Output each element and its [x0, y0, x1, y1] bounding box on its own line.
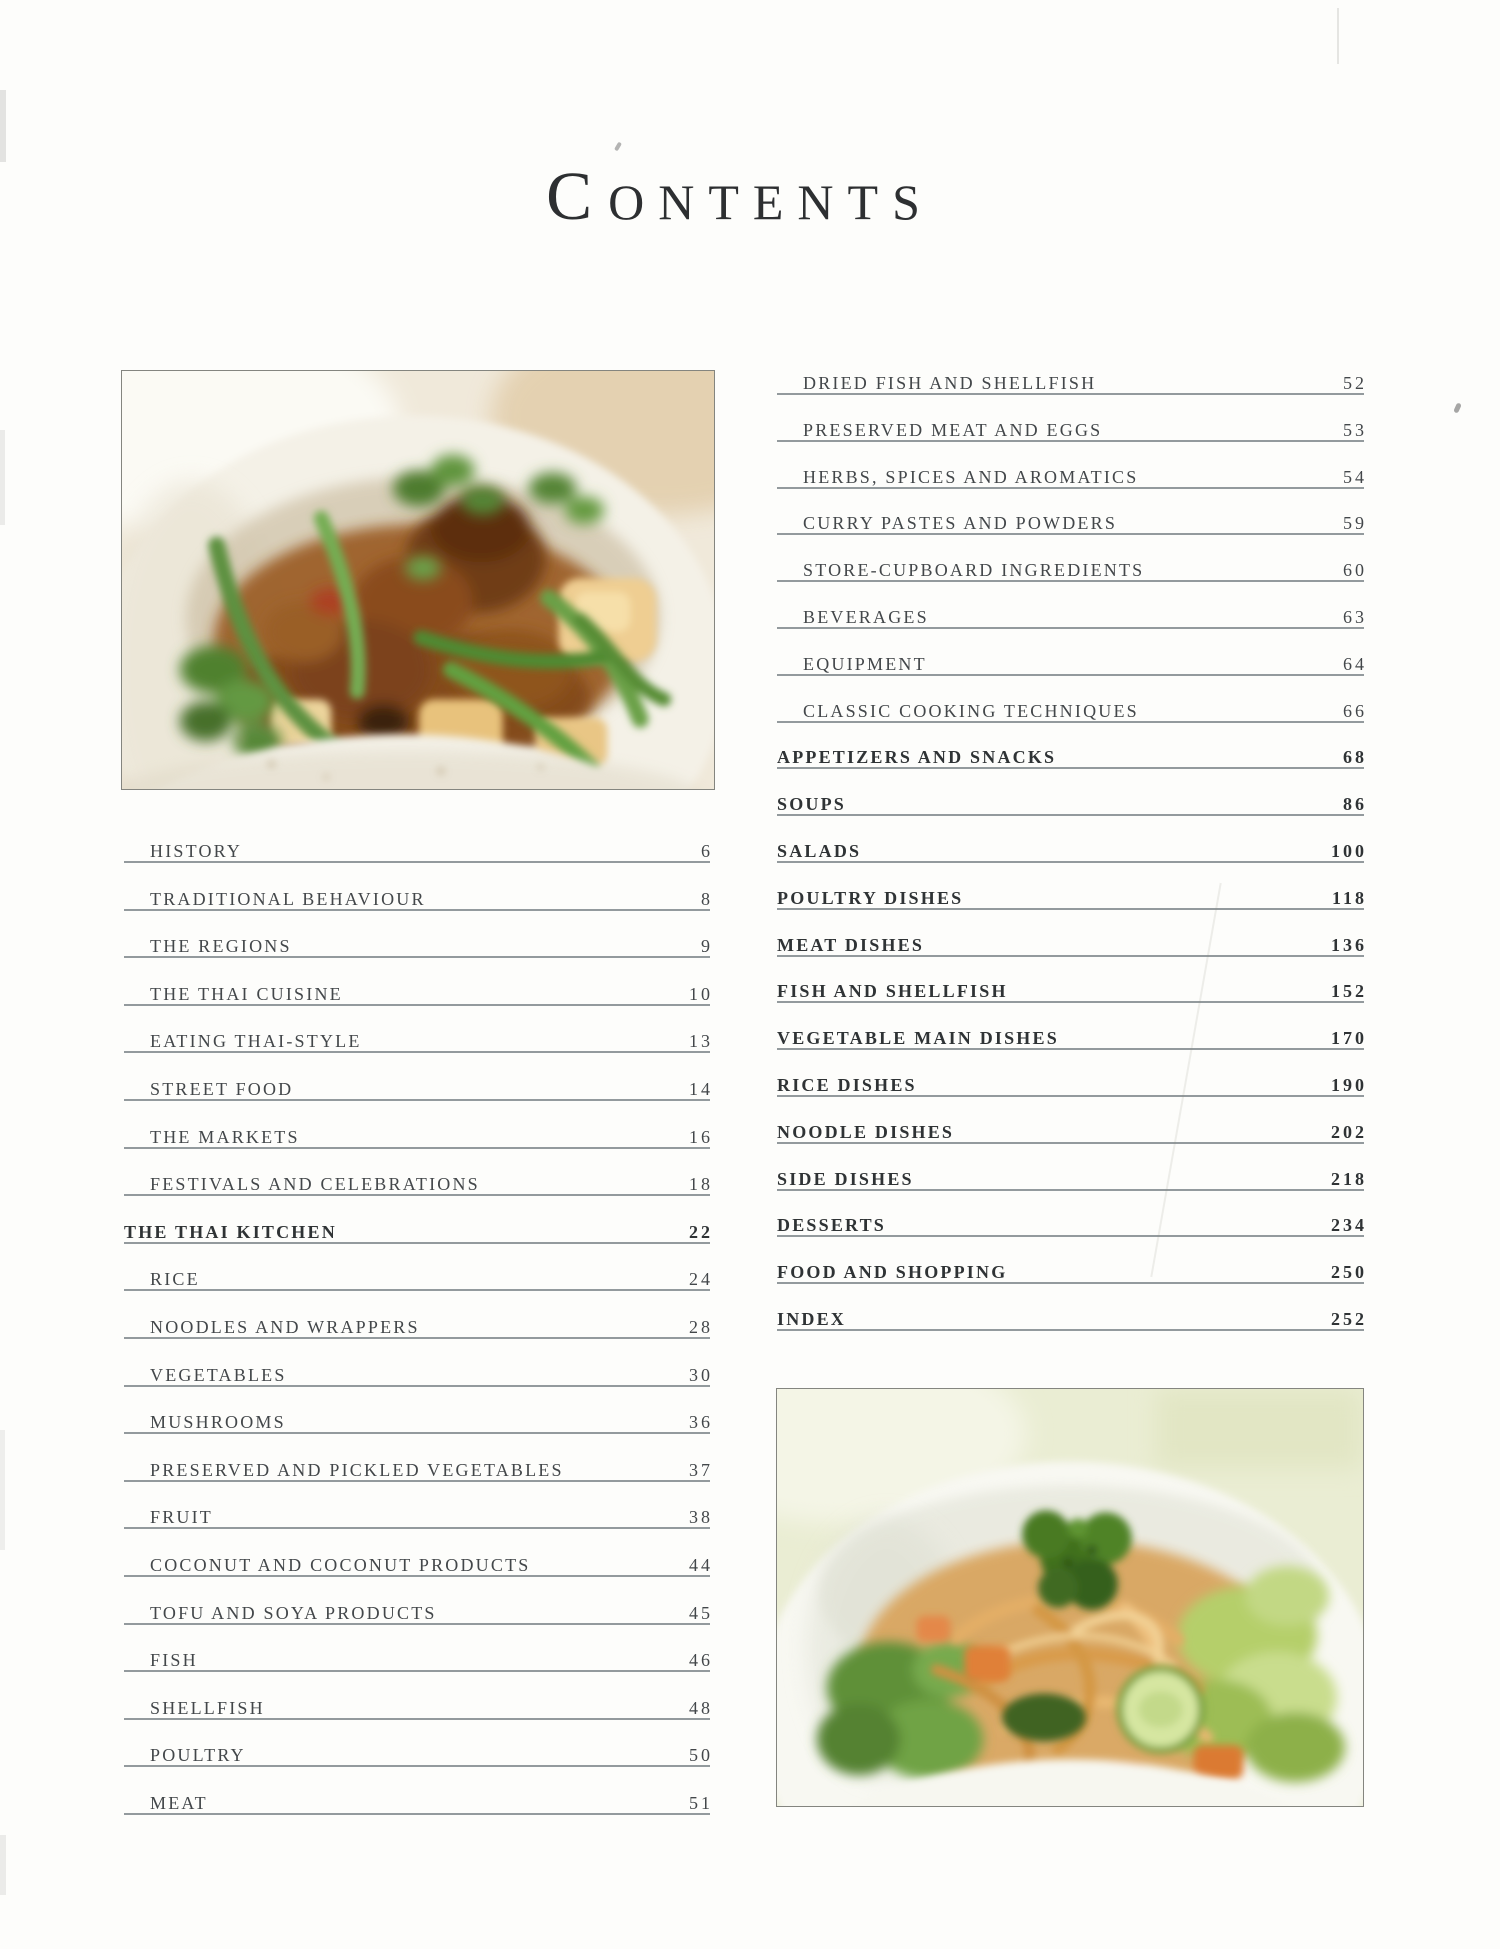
toc-entry-page-number: 68 — [1343, 747, 1367, 768]
toc-entry-page-number: 22 — [689, 1221, 713, 1242]
toc-entry-page-number: 54 — [1343, 466, 1367, 487]
toc-entry-label: MEAT — [150, 1792, 208, 1813]
toc-entry-page-number: 9 — [701, 936, 713, 957]
toc-entry-page-number: 38 — [689, 1507, 713, 1528]
toc-entry-label: MUSHROOMS — [150, 1412, 286, 1433]
toc-entry-label: STREET FOOD — [150, 1078, 294, 1099]
toc-entry — [777, 1215, 1367, 1237]
toc-entry-label: APPETIZERS AND SNACKS — [777, 747, 1057, 768]
toc-entry-label: EATING THAI-STYLE — [150, 1031, 362, 1052]
toc-entry-page-number: 118 — [1331, 887, 1367, 908]
toc-entry-label: NOODLES AND WRAPPERS — [150, 1316, 420, 1337]
toc-entry-label: THE MARKETS — [150, 1126, 300, 1147]
toc-entry-label: FISH AND SHELLFISH — [777, 981, 1008, 1002]
toc-entry — [124, 936, 713, 958]
toc-entry-page-number: 37 — [689, 1459, 713, 1480]
toc-entry — [777, 513, 1367, 535]
noodle-vegetable-salad-bowl-photo — [776, 1388, 1364, 1807]
toc-entry-page-number: 63 — [1343, 606, 1367, 627]
toc-entry — [777, 1074, 1367, 1097]
toc-entry-label: DRIED FISH AND SHELLFISH — [803, 373, 1097, 393]
toc-entry-label: HISTORY — [150, 841, 243, 861]
toc-right-column — [777, 373, 1367, 1356]
toc-entry — [124, 1459, 713, 1482]
toc-entry-label: THE REGIONS — [150, 936, 292, 957]
toc-entry-page-number: 30 — [689, 1364, 713, 1385]
toc-entry — [777, 1168, 1367, 1191]
toc-entry — [124, 983, 713, 1006]
toc-entry-page-number: 8 — [701, 888, 713, 909]
toc-entry-page-number: 51 — [689, 1792, 713, 1813]
toc-entry-label: POULTRY DISHES — [777, 887, 964, 908]
toc-entry-page-number: 6 — [701, 841, 713, 861]
braised-tofu-green-beans-bowl-photo — [121, 370, 715, 790]
toc-entry — [124, 1602, 713, 1625]
scan-edge-mark — [0, 430, 5, 525]
photo-illustration — [122, 371, 714, 789]
toc-entry — [777, 373, 1367, 395]
toc-entry-label: THE THAI CUISINE — [150, 983, 343, 1004]
toc-entry-page-number: 100 — [1331, 840, 1367, 861]
toc-entry — [124, 1221, 713, 1244]
toc-entry-page-number: 252 — [1331, 1308, 1367, 1329]
toc-entry — [124, 1554, 713, 1577]
toc-entry-page-number: 218 — [1331, 1168, 1367, 1189]
toc-entry-label: SHELLFISH — [150, 1697, 265, 1718]
toc-entry-label: PRESERVED AND PICKLED VEGETABLES — [150, 1459, 564, 1480]
toc-entry-label: SIDE DISHES — [777, 1168, 914, 1189]
toc-entry-label: MEAT DISHES — [777, 934, 925, 955]
toc-entry-label: TOFU AND SOYA PRODUCTS — [150, 1602, 437, 1623]
toc-entry-label: NOODLE DISHES — [777, 1121, 955, 1142]
toc-entry-label: DESSERTS — [777, 1215, 887, 1236]
toc-entry — [124, 1412, 713, 1434]
toc-entry-page-number: 36 — [689, 1412, 713, 1433]
toc-entry-page-number: 66 — [1343, 700, 1367, 721]
toc-entry — [124, 1316, 713, 1339]
toc-entry — [777, 840, 1367, 863]
toc-entry-label: THE THAI KITCHEN — [124, 1221, 337, 1242]
toc-entry — [124, 1792, 713, 1815]
toc-entry — [777, 887, 1367, 910]
toc-entry-page-number: 202 — [1331, 1121, 1367, 1142]
page-title: CONTENTS — [546, 158, 934, 234]
toc-entry — [777, 419, 1367, 442]
toc-entry-page-number: 86 — [1343, 794, 1367, 815]
toc-entry-page-number: 250 — [1331, 1262, 1367, 1283]
toc-entry-label: FESTIVALS AND CELEBRATIONS — [150, 1174, 480, 1195]
toc-entry-page-number: 152 — [1331, 981, 1367, 1002]
scan-speck — [1453, 402, 1462, 413]
photo-illustration — [777, 1389, 1363, 1806]
scan-edge-mark — [0, 1430, 5, 1550]
toc-entry — [124, 1697, 713, 1720]
toc-entry-page-number: 136 — [1331, 934, 1367, 955]
toc-entry-label: FOOD AND SHOPPING — [777, 1262, 1008, 1283]
toc-entry-page-number: 64 — [1343, 653, 1367, 674]
toc-entry — [777, 981, 1367, 1003]
toc-entry-label: SALADS — [777, 840, 862, 861]
toc-entry — [124, 1745, 713, 1767]
toc-entry — [124, 1364, 713, 1387]
toc-entry — [124, 888, 713, 911]
toc-entry-label: TRADITIONAL BEHAVIOUR — [150, 888, 426, 909]
toc-entry-page-number: 60 — [1343, 560, 1367, 581]
toc-entry-label: INDEX — [777, 1308, 847, 1329]
toc-entry-page-number: 10 — [689, 983, 713, 1004]
toc-entry-page-number: 52 — [1343, 373, 1367, 393]
page-crease-mark — [1337, 8, 1339, 64]
toc-entry — [124, 1031, 713, 1053]
toc-entry-label: POULTRY — [150, 1745, 246, 1766]
toc-entry-page-number: 28 — [689, 1316, 713, 1337]
toc-entry-page-number: 48 — [689, 1697, 713, 1718]
toc-entry-label: STORE-CUPBOARD INGREDIENTS — [803, 560, 1145, 581]
toc-entry-label: COCONUT AND COCONUT PRODUCTS — [150, 1554, 531, 1575]
toc-entry — [777, 934, 1367, 957]
toc-entry-page-number: 234 — [1331, 1215, 1367, 1236]
toc-entry — [777, 606, 1367, 629]
toc-entry — [777, 700, 1367, 723]
toc-entry-label: RICE DISHES — [777, 1074, 917, 1095]
toc-entry-page-number: 53 — [1343, 419, 1367, 440]
toc-entry — [124, 1174, 713, 1196]
toc-entry-label: VEGETABLE MAIN DISHES — [777, 1028, 1059, 1049]
toc-entry — [124, 1650, 713, 1672]
toc-entry — [777, 560, 1367, 582]
toc-entry-label: RICE — [150, 1269, 200, 1290]
toc-entry-page-number: 13 — [689, 1031, 713, 1052]
toc-entry-page-number: 45 — [689, 1602, 713, 1623]
toc-entry-label: VEGETABLES — [150, 1364, 287, 1385]
toc-entry-label: BEVERAGES — [803, 606, 929, 627]
toc-entry — [124, 1126, 713, 1149]
toc-entry-page-number: 14 — [689, 1078, 713, 1099]
toc-entry — [777, 1121, 1367, 1144]
toc-entry — [777, 794, 1367, 816]
toc-entry-page-number: 190 — [1331, 1074, 1367, 1095]
toc-entry-page-number: 50 — [689, 1745, 713, 1766]
toc-entry-label: CURRY PASTES AND POWDERS — [803, 513, 1118, 534]
toc-entry-page-number: 44 — [689, 1554, 713, 1575]
toc-entry — [124, 1269, 713, 1291]
toc-entry-label: CLASSIC COOKING TECHNIQUES — [803, 700, 1139, 721]
toc-entry — [777, 1308, 1367, 1331]
toc-entry-page-number: 170 — [1331, 1028, 1367, 1049]
toc-entry — [777, 1262, 1367, 1284]
toc-entry-page-number: 59 — [1343, 513, 1367, 534]
toc-entry-label: FISH — [150, 1650, 198, 1671]
scan-edge-mark — [0, 1835, 6, 1895]
toc-entry-label: FRUIT — [150, 1507, 214, 1528]
toc-entry — [777, 653, 1367, 676]
toc-entry — [124, 1078, 713, 1101]
toc-entry — [124, 1507, 713, 1529]
toc-entry-label: HERBS, SPICES AND AROMATICS — [803, 466, 1139, 487]
toc-entry-page-number: 16 — [689, 1126, 713, 1147]
toc-entry-page-number: 18 — [689, 1174, 713, 1195]
toc-entry — [777, 1028, 1367, 1050]
toc-entry-label: SOUPS — [777, 794, 847, 815]
toc-entry-label: PRESERVED MEAT AND EGGS — [803, 419, 1103, 440]
toc-entry — [124, 841, 713, 863]
toc-entry — [777, 747, 1367, 769]
toc-left-column — [124, 841, 713, 1840]
toc-entry-page-number: 46 — [689, 1650, 713, 1671]
toc-entry — [777, 466, 1367, 489]
toc-entry-page-number: 24 — [689, 1269, 713, 1290]
toc-entry-label: EQUIPMENT — [803, 653, 927, 674]
